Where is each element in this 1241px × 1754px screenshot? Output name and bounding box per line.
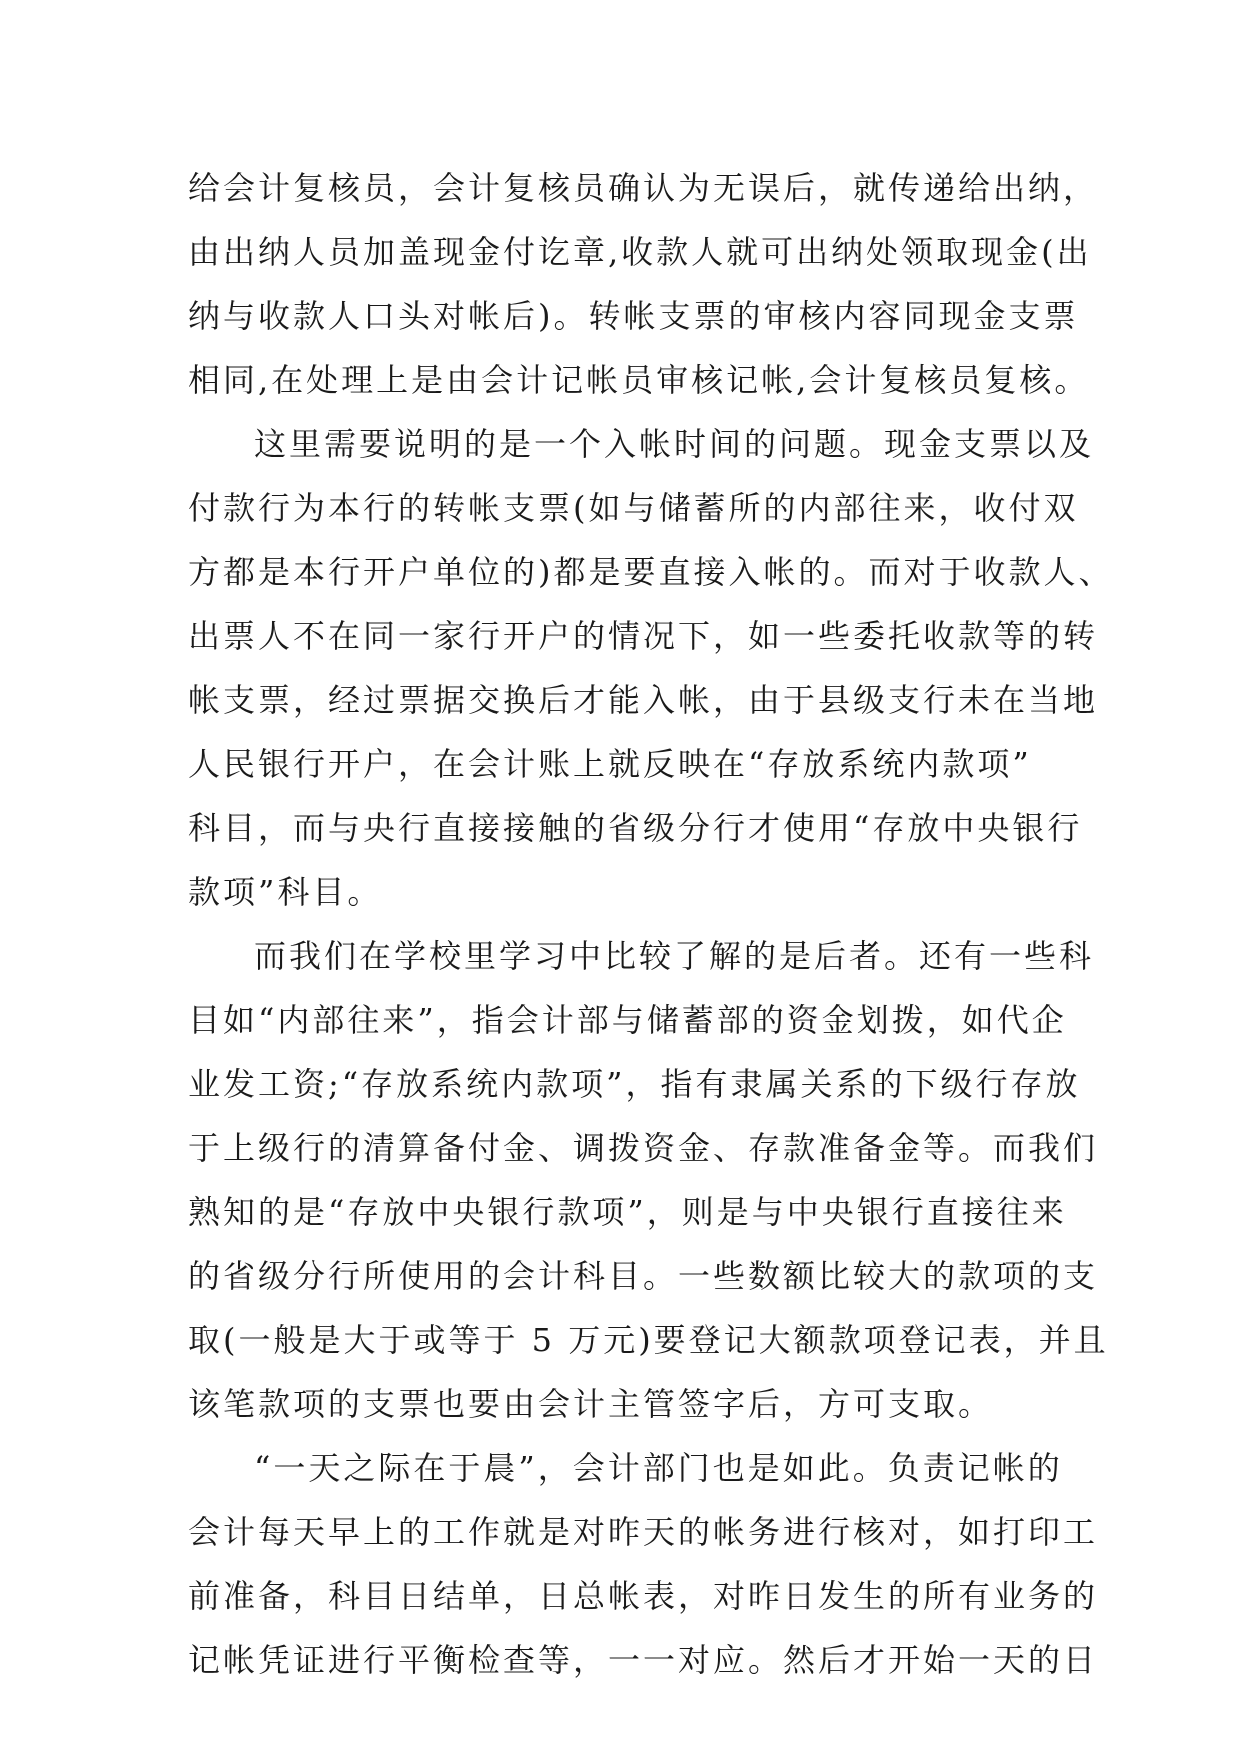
body-text	[188, 156, 1114, 1692]
text-line: 该笔款项的支票也要由会计主管签字后，方可支取。	[188, 1385, 994, 1423]
text-line: 人民银行开户，在会计账上就反映在“存放系统内款项”	[188, 745, 1032, 783]
paragraph-start-line: 这里需要说明的是一个入帐时间的问题。现金支票以及	[254, 425, 1095, 463]
text-line: 给会计复核员，会计复核员确认为无误后，就传递给出纳，	[188, 169, 1099, 207]
text-line: 纳与收款人口头对帐后)。转帐支票的审核内容同现金支票	[188, 297, 1079, 335]
text-line: 熟知的是“存放中央银行款项”，则是与中央银行直接往来	[188, 1193, 1067, 1231]
text-line: 出票人不在同一家行开户的情况下，如一些委托收款等的转	[188, 617, 1099, 655]
text-line: 付款行为本行的转帐支票(如与储蓄所的内部往来，收付双	[188, 489, 1079, 527]
text-line: 取(一般是大于或等于 5 万元)要登记大额款项登记表，并且	[188, 1321, 1109, 1359]
text-line: 记帐凭证进行平衡检查等，一一对应。然后才开始一天的日	[188, 1641, 1099, 1679]
text-line: 帐支票，经过票据交换后才能入帐，由于县级支行未在当地	[188, 681, 1099, 719]
paragraph-start-line: 而我们在学校里学习中比较了解的是后者。还有一些科	[254, 937, 1095, 975]
text-line: 目如“内部往来”，指会计部与储蓄部的资金划拨，如代企	[188, 1001, 1067, 1039]
text-line: 由出纳人员加盖现金付讫章,收款人就可出纳处领取现金(出	[188, 233, 1092, 271]
text-line: 的省级分行所使用的会计科目。一些数额比较大的款项的支	[188, 1257, 1099, 1295]
text-line: 前准备，科目日结单，日总帐表，对昨日发生的所有业务的	[188, 1577, 1099, 1615]
text-line: 方都是本行开户单位的)都是要直接入帐的。而对于收款人、	[188, 553, 1114, 591]
text-line: 科目，而与央行直接接触的省级分行才使用“存放中央银行	[188, 809, 1083, 847]
text-line: 会计每天早上的工作就是对昨天的帐务进行核对，如打印工	[188, 1513, 1099, 1551]
text-line: 于上级行的清算备付金、调拨资金、存款准备金等。而我们	[188, 1129, 1099, 1167]
text-line: 业发工资;“存放系统内款项”，指有隶属关系的下级行存放	[188, 1065, 1081, 1103]
paragraph-start-line: “一天之际在于晨”，会计部门也是如此。负责记帐的	[254, 1449, 1063, 1487]
text-line: 款项”科目。	[188, 873, 383, 911]
text-line: 相同,在处理上是由会计记帐员审核记帐,会计复核员复核。	[188, 361, 1090, 399]
